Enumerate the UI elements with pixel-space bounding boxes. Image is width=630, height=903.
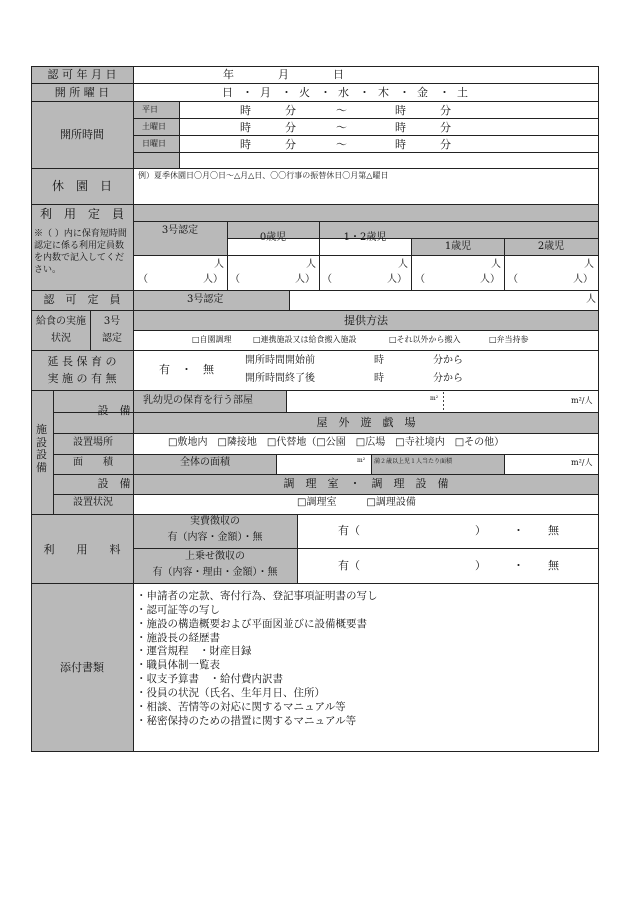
day-sep: ・ <box>281 86 292 99</box>
age-1-label: 1歳児 <box>444 241 472 252</box>
sqm-unit: m² <box>357 457 366 464</box>
extended-care-label-1: 延 長 保 育 の <box>47 355 117 368</box>
day-sep: ・ <box>439 86 450 99</box>
actual-cost-label-1: 実費徴収の <box>190 516 240 527</box>
list-item: ・施設の構造概要および平面図並びに設備概要書 <box>136 617 367 630</box>
meal-cert-1: 3号 <box>103 316 121 327</box>
list-item: ・申請者の定款、寄付行為、登記事項証明書の写し <box>136 590 378 602</box>
hour-unit: 時 <box>395 104 406 117</box>
from-minute: 分から <box>433 355 463 366</box>
approval-day: 日 <box>333 68 344 81</box>
day-sat: 土 <box>457 86 468 99</box>
minute-unit: 分 <box>440 138 451 151</box>
extended-care-label-2: 実 施 の 有 無 <box>47 372 117 385</box>
yes-open: 有（ <box>338 524 360 537</box>
location-label: 設置場所 <box>73 437 113 448</box>
list-item: ・役員の状況（氏名、生年月日、住所） <box>136 687 325 700</box>
day-thu: 木 <box>378 86 389 99</box>
infant-room-label: 乳幼児の保育を行う部屋 <box>143 395 253 406</box>
list-item: ・職員体制一覧表 <box>136 659 220 672</box>
per-child-area-label: 満２歳以上児１人当たり面積 <box>374 458 453 465</box>
kitchen-status-label: 設置状況 <box>73 497 113 508</box>
list-item: ・相談、苦情等の対応に関するマニュアル等 <box>136 700 346 713</box>
people-unit: 人 <box>214 259 224 270</box>
meal-method-title: 提供方法 <box>344 314 388 327</box>
meal-label-1: 給食の実施 <box>36 316 86 327</box>
sqm-per-person-unit: m²/人 <box>571 458 593 467</box>
capacity-note: ※（ ）内に保育短時間認定に係る利用定員数を内数で記入してください。 <box>34 229 127 275</box>
day-sun: 日 <box>222 86 233 99</box>
day-mon: 月 <box>260 86 271 99</box>
day-sep: ・ <box>320 86 331 99</box>
extended-before-label: 開所時間開始前 <box>245 355 315 366</box>
day-sep: ・ <box>399 86 410 99</box>
fees-label: 利 用 料 <box>43 543 121 556</box>
list-item: ・収支予算書 ・給付費内訳書 <box>136 673 283 686</box>
list-item: ・運営規程 ・財産目録 <box>136 645 252 658</box>
extra-cost-label-2: 有（内容・理由・金額）・無 <box>152 567 278 578</box>
extended-after-label: 開所時間終了後 <box>245 373 315 384</box>
dot-separator: ・ <box>513 524 524 537</box>
sunday-hours-label: 日曜日 <box>142 139 166 148</box>
age-1-2-label: 1・2歳児 <box>343 232 387 243</box>
meal-cert-2: 認定 <box>102 333 122 344</box>
capacity-label: 利 用 定 員 <box>39 207 125 221</box>
people-unit: 人 <box>491 259 501 270</box>
attachments-label: 添付書類 <box>60 661 104 674</box>
facility-label: 施設設備 <box>36 423 47 474</box>
list-item: ・施設長の経歴書 <box>136 631 220 644</box>
paren-close: 人） <box>387 274 407 285</box>
paren-close: 人） <box>203 274 223 285</box>
list-item: ・秘密保持のための措置に関するマニュアル等 <box>136 714 357 727</box>
age-0-label: 0歳児 <box>259 232 287 243</box>
sqm-unit: m² <box>430 395 439 402</box>
minute-unit: 分 <box>285 121 296 134</box>
paren-close: 人） <box>295 274 315 285</box>
hour-unit: 時 <box>240 138 251 151</box>
paren-close: 人） <box>573 274 593 285</box>
yes-open: 有（ <box>338 559 360 572</box>
kitchen-title: 調 理 室 ・ 調 理 設 備 <box>283 477 449 490</box>
paren-open: （ <box>322 274 332 285</box>
range-tilde: 〜 <box>336 138 347 151</box>
sqm-per-person-unit: m²/人 <box>571 396 593 405</box>
approved-capacity-label: 認 可 定 員 <box>43 293 121 306</box>
meal-option-bento: □弁当持参 <box>489 335 529 344</box>
paren-open: （ <box>230 274 240 285</box>
yes-close: ） <box>475 524 486 537</box>
total-area-label: 全体の面積 <box>180 457 230 468</box>
holidays-label: 休 園 日 <box>51 179 113 193</box>
approved-3go-label: 3号認定 <box>187 294 224 305</box>
meal-label-2: 状況 <box>51 333 71 344</box>
no-option: 無 <box>548 559 559 572</box>
location-options: □敷地内 □隣接地 □代替地（□公園 □広場 □寺社境内 □その他） <box>168 437 505 448</box>
hour-unit: 時 <box>374 373 384 384</box>
hour-unit: 時 <box>374 355 384 366</box>
approved-people-unit: 人 <box>586 294 596 305</box>
opening-days-label: 開 所 曜 日 <box>54 86 110 99</box>
day-sep: ・ <box>359 86 370 99</box>
extra-cost-label-1: 上乗せ徴収の <box>185 551 245 562</box>
day-wed: 水 <box>338 86 349 99</box>
extended-care-yesno: 有 ・ 無 <box>159 363 214 376</box>
actual-cost-label-2: 有（内容・金額）・無 <box>167 532 263 543</box>
hour-unit: 時 <box>395 121 406 134</box>
minute-unit: 分 <box>440 104 451 117</box>
minute-unit: 分 <box>285 104 296 117</box>
weekday-hours-label: 平日 <box>142 105 158 114</box>
saturday-hours-label: 土曜日 <box>142 122 166 131</box>
minute-unit: 分 <box>440 121 451 134</box>
meal-option-other-delivery: □それ以外から搬入 <box>389 335 461 344</box>
meal-option-own-kitchen: □自園調理 <box>192 335 232 344</box>
approval-year: 年 <box>223 68 234 81</box>
approval-date-label: 認 可 年 月 日 <box>47 68 117 81</box>
approval-month: 月 <box>278 68 289 81</box>
people-unit: 人 <box>398 259 408 270</box>
area-label: 面 積 <box>73 457 113 468</box>
kitchen-options: □調理室 □調理設備 <box>297 497 416 508</box>
paren-close: 人） <box>480 274 500 285</box>
holidays-example: 例）夏季休園日〇月〇日〜△月△日、〇〇行事の振替休日〇月第△曜日 <box>138 171 389 180</box>
paren-open: （ <box>138 274 148 285</box>
people-unit: 人 <box>584 259 594 270</box>
facility-approval-form <box>31 66 599 752</box>
capacity-3go-label: 3号認定 <box>161 225 199 236</box>
paren-open: （ <box>508 274 518 285</box>
day-fri: 金 <box>417 86 428 99</box>
opening-hours-label: 開所時間 <box>60 128 104 141</box>
from-minute: 分から <box>433 373 463 384</box>
day-tue: 火 <box>299 86 310 99</box>
day-sep: ・ <box>242 86 253 99</box>
attachment-list <box>136 590 586 729</box>
range-tilde: 〜 <box>336 121 347 134</box>
hour-unit: 時 <box>240 104 251 117</box>
range-tilde: 〜 <box>336 104 347 117</box>
hour-unit: 時 <box>395 138 406 151</box>
people-unit: 人 <box>306 259 316 270</box>
equipment-label: 設 備 <box>97 404 131 417</box>
meal-option-partner-facility: □連携施設又は給食搬入施設 <box>253 335 357 344</box>
yes-close: ） <box>475 559 486 572</box>
paren-open: （ <box>415 274 425 285</box>
age-2-label: 2歳児 <box>537 241 565 252</box>
outdoor-play-area-title: 屋 外 遊 戯 場 <box>316 416 416 429</box>
dot-separator: ・ <box>513 559 524 572</box>
minute-unit: 分 <box>285 138 296 151</box>
hour-unit: 時 <box>240 121 251 134</box>
kitchen-equipment-label: 設 備 <box>97 477 131 490</box>
list-item: ・認可証等の写し <box>136 603 220 616</box>
no-option: 無 <box>548 524 559 537</box>
